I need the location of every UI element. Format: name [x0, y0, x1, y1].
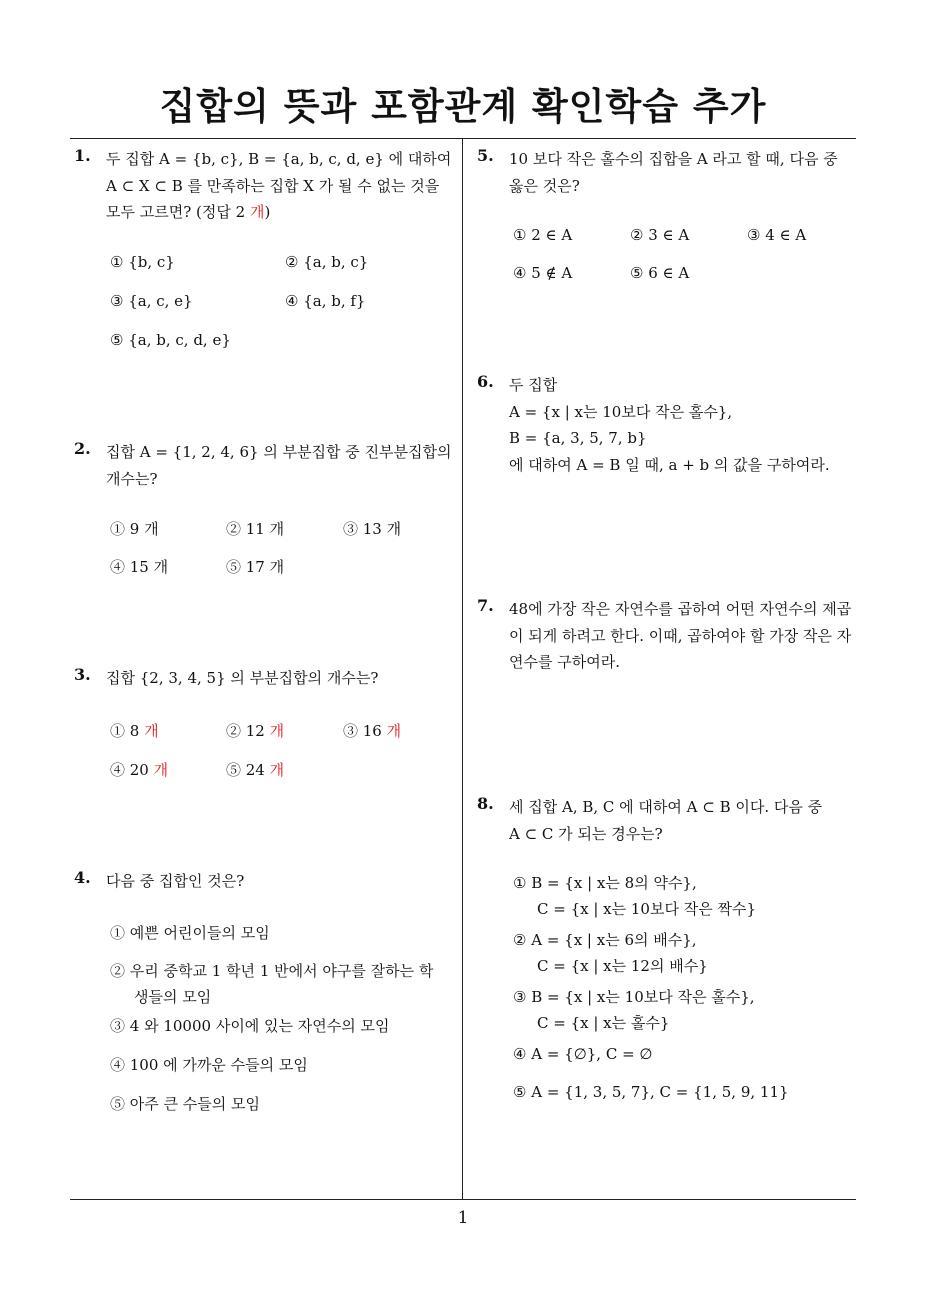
question-2 [74, 439, 462, 492]
question-number: 2. [74, 439, 91, 458]
question-text [509, 596, 865, 676]
choice-1[interactable]: ① 8 개 [110, 722, 159, 740]
choice-5[interactable]: ⑤ A = {1, 3, 5, 7}, C = {1, 5, 9, 11} [513, 1083, 789, 1101]
answer-note: 개 [249, 203, 265, 221]
bottom-rule [70, 1199, 856, 1200]
question-1 [74, 146, 462, 226]
choice-4[interactable]: ④ {a, b, f} [285, 292, 366, 310]
question-number: 7. [477, 596, 494, 615]
top-rule [70, 138, 856, 139]
choice-5[interactable]: ⑤ 17 개 [226, 558, 285, 576]
choice-3[interactable]: ③ 13 개 [343, 520, 402, 538]
column-divider [462, 139, 463, 1199]
document-title: 집합의 뜻과 포함관계 확인학습 추가 [159, 85, 767, 128]
question-8 [477, 794, 865, 847]
question-line: 두 집합 [509, 376, 558, 394]
choice-5[interactable]: ⑤ {a, b, c, d, e} [110, 331, 231, 349]
page-number: 1 [457, 1208, 469, 1228]
question-number: 3. [74, 665, 91, 684]
choice-2[interactable]: ② 11 개 [226, 520, 285, 538]
question-4 [74, 868, 462, 895]
question-text [106, 439, 462, 492]
question-line: A = {x | x는 10보다 작은 홀수}, [509, 402, 733, 421]
question-line: A ⊂ X ⊂ B 를 만족하는 집합 X 가 될 수 없는 것을 [106, 176, 440, 195]
question-6 [477, 372, 865, 478]
choice-1[interactable]: ① {b, c} [110, 253, 175, 271]
question-line: 모두 고르면? (정답 2 개) [106, 203, 271, 221]
question-line: 10 보다 작은 홀수의 집합을 A 라고 할 때, 다음 중 [509, 150, 838, 168]
question-line: 에 대하여 A = B 일 때, a + b 의 값을 구하여라. [509, 455, 830, 474]
question-number: 8. [477, 794, 494, 813]
choice-unit: 개 [153, 761, 169, 779]
question-line: 두 집합 A = {b, c}, B = {a, b, c, d, e} 에 대하여 [106, 150, 452, 168]
choice-2[interactable]: ② A = {x | x는 6의 배수}, C = {x | x는 12의 배수} [513, 931, 708, 975]
question-text [509, 146, 865, 199]
choice-unit: 개 [386, 722, 402, 740]
choice-3[interactable]: ③ {a, c, e} [110, 292, 193, 310]
choice-3[interactable]: ③ 16 개 [343, 722, 402, 740]
question-text [106, 665, 462, 692]
choice-2[interactable]: ② 우리 중학교 1 학년 1 반에서 야구를 잘하는 학 생들의 모임 [110, 962, 434, 1006]
choice-unit: 개 [269, 722, 285, 740]
choice-4[interactable]: ④ A = {∅}, C = ∅ [513, 1045, 653, 1063]
choice-3[interactable]: ③ B = {x | x는 10보다 작은 홀수}, C = {x | x는 홀수} [513, 988, 755, 1032]
question-number: 5. [477, 146, 494, 165]
question-line: 연수를 구하여라. [509, 653, 620, 671]
question-line: 개수는? [106, 469, 158, 488]
question-text [106, 868, 462, 895]
question-number: 1. [74, 146, 91, 165]
question-text [509, 372, 865, 478]
question-line: 48에 가장 작은 자연수를 곱하여 어떤 자연수의 제곱 [509, 600, 852, 618]
question-5 [477, 146, 865, 199]
choice-unit: 개 [269, 761, 285, 779]
choice-1[interactable]: ① 2 ∈ A [513, 226, 573, 244]
question-number: 4. [74, 868, 91, 887]
question-line: 이 되게 하려고 한다. 이때, 곱하여야 할 가장 작은 자 [509, 626, 852, 645]
choice-1[interactable]: ① 예쁜 어린이들의 모임 [110, 924, 270, 942]
choice-2[interactable]: ② {a, b, c} [285, 253, 369, 271]
choice-4[interactable]: ④ 100 에 가까운 수들의 모임 [110, 1056, 308, 1074]
question-text [509, 794, 865, 847]
choice-4[interactable]: ④ 5 ∉ A [513, 264, 573, 282]
choice-5[interactable]: ⑤ 아주 큰 수들의 모임 [110, 1095, 260, 1113]
choice-2[interactable]: ② 12 개 [226, 722, 285, 740]
choice-1[interactable]: ① B = {x | x는 8의 약수}, C = {x | x는 10보다 작은 짝수} [513, 874, 756, 918]
question-7 [477, 596, 865, 676]
question-line: 집합 A = {1, 2, 4, 6} 의 부분집합 중 진부분집합의 [106, 443, 452, 461]
choice-4[interactable]: ④ 20 개 [110, 761, 169, 779]
question-line: 다음 중 집합인 것은? [106, 872, 245, 890]
question-line: 집합 {2, 3, 4, 5} 의 부분집합의 개수는? [106, 669, 379, 687]
question-number: 6. [477, 372, 494, 391]
choice-2[interactable]: ② 3 ∈ A [630, 226, 690, 244]
choice-5[interactable]: ⑤ 6 ∈ A [630, 264, 690, 282]
choice-1[interactable]: ① 9 개 [110, 520, 159, 538]
question-line: 옳은 것은? [509, 176, 580, 195]
question-text [106, 146, 462, 226]
question-line: A ⊂ C 가 되는 경우는? [509, 824, 663, 843]
question-3 [74, 665, 462, 692]
question-line: 세 집합 A, B, C 에 대하여 A ⊂ B 이다. 다음 중 [509, 798, 823, 816]
choice-3[interactable]: ③ 4 ∈ A [747, 226, 807, 244]
choice-unit: 개 [144, 722, 159, 740]
question-line: B = {a, 3, 5, 7, b} [509, 429, 647, 447]
choice-5[interactable]: ⑤ 24 개 [226, 761, 285, 779]
choice-4[interactable]: ④ 15 개 [110, 558, 169, 576]
choice-3[interactable]: ③ 4 와 10000 사이에 있는 자연수의 모임 [110, 1017, 390, 1035]
